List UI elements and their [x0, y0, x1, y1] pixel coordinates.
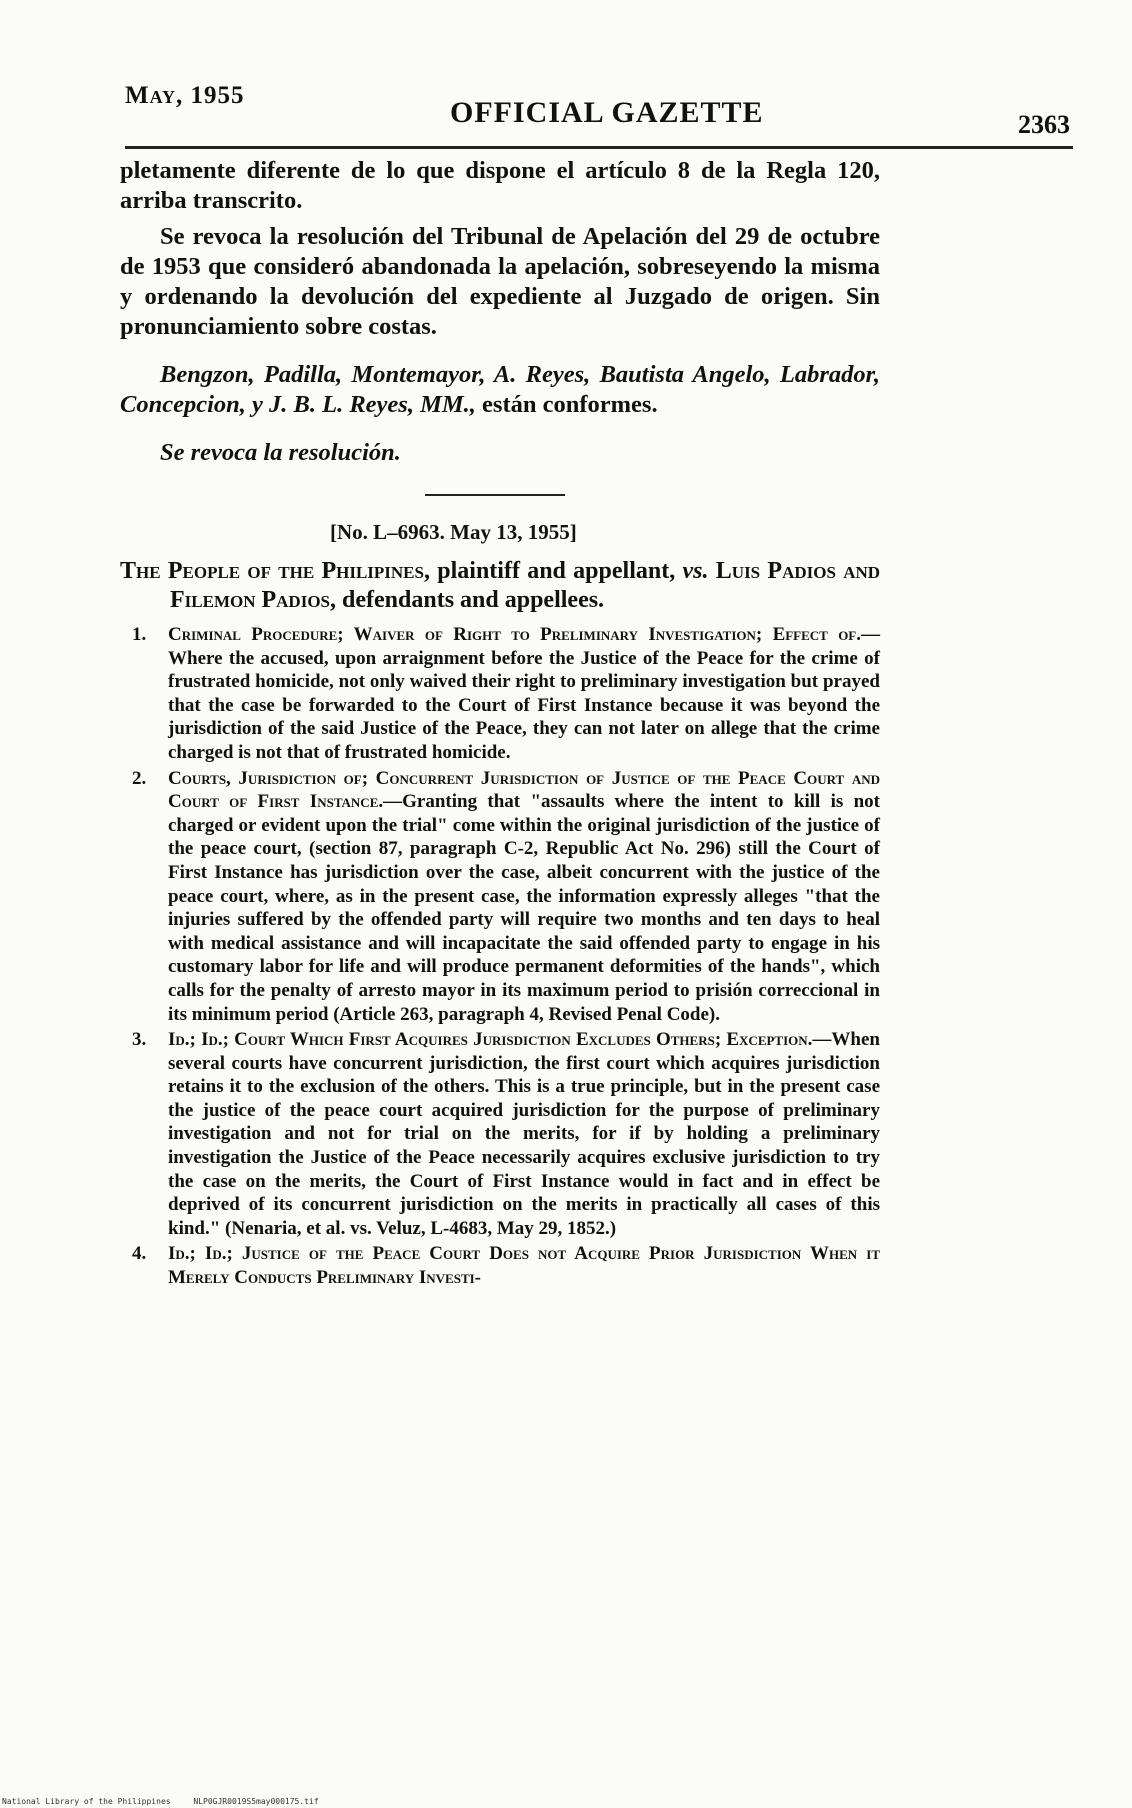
syllabus-number: 1.: [132, 624, 147, 645]
concurrence-paragraph: [120, 360, 880, 420]
footer-file: NLP0GJR0019S5may000175.tif: [193, 1797, 319, 1806]
syllabus-item: [120, 623, 880, 765]
caption-defendants-role: defendants and appellees.: [342, 587, 605, 613]
case-number: [No. L–6963. May 13, 1955]: [330, 520, 577, 544]
continuation-paragraph: pletamente diferente de lo que dispone el artículo 8 de la Regla 120, arriba transcrito.: [120, 157, 880, 214]
caption-plaintiff: The People of the Philipines,: [120, 558, 430, 584]
syllabus-text: —When several courts have concurrent jurisdiction, the first court which acquires jurisdiction retains it to the exclusion of the others. This is a true principle, but in the present case the justice of the peace court acquired jurisdiction for the purpose of preliminary investigation and not for trial on the merits, for if by holding a preliminary investigation the Justice of the Peace necessarily acquires exclusive jurisdiction to try the case on the merits, the Court of First Instance would in fact and in effect be deprived of its concurrent jurisdiction on the merits in practically all cases of this kind." (Nenaria, et al. vs. Veluz, L-4683, May 29, 1852.): [168, 1029, 880, 1239]
syllabus-heading: Criminal Procedure; Waiver of Right to Preliminary Investigation; Effect of.: [168, 624, 861, 645]
caption-plaintiff-role: plaintiff and appellant,: [437, 558, 676, 584]
syllabus-heading: Courts, Jurisdiction of; Concurrent Jurisdiction of Justice of the Peace Court and Court of First Instance.: [168, 767, 880, 813]
footer-source: National Library of the Philippines: [2, 1797, 171, 1806]
syllabus-number: 2.: [132, 767, 147, 789]
revocation-paragraph: Se revoca la resolución del Tribunal de Apelación del 29 de octubre de 1953 que consideró abandonada la apelación, sobreseyendo la misma y ordenando la devolución del expediente al Juzgado de origen. Sin pronunciamiento sobre costas.: [120, 223, 880, 340]
syllabus-text: —Where the accused, upon arraignment before the Justice of the Peace for the crime of frustrated homicide, not only waived their right to preliminary investigation but prayed that the case be forwarded to the Court of First Instance because it was beyond the jurisdiction of the said Justice of the Peace, they can not later on allege that the crime charged is not that of frustrated homicide.: [168, 624, 880, 763]
syllabus-number: 4.: [132, 1243, 147, 1265]
justices-list: Bengzon, Padilla, Montemayor, A. Reyes, Bautista Angelo, Labrador, Concepcion, y J. B. L. Reyes, MM.,: [120, 361, 880, 418]
disposition: Se revoca la resolución.: [160, 439, 401, 466]
syllabus-heading: Id.; Id.; Justice of the Peace Court Does not Acquire Prior Jurisdiction When it Merely Conducts Preliminary Investi-: [168, 1243, 880, 1289]
issue-date: May, 1955: [125, 82, 245, 109]
caption-defendants: Luis Padios and Filemon Padios,: [170, 558, 881, 613]
syllabus-text: —Granting that "assaults where the intent to kill is not charged or evident upon the trial" come within the original jurisdiction of the justice of the peace court, (section 87, paragraph C-2, Republic Act No. 296) still the Court of First Instance has jurisdiction over the case, albeit concurrent with the justice of the peace court, where, as in the present case, the information expressly alleges "that the injuries suffered by the offended party will require two months and ten days to heal with medical assistance and will incapacitate the said offended party to engage in his customary labor for life and will produce permanent deformities of the hands", which calls for the penalty of arresto mayor in its maximum period to prisión correccional in its minimum period (Article 263, paragraph 4, Revised Penal Code).: [168, 791, 880, 1025]
caption-versus: vs.: [682, 558, 709, 584]
syllabus: [120, 623, 880, 1290]
page-header: [125, 78, 1070, 138]
page-number: 2363: [1018, 110, 1070, 139]
scan-footer: [2, 1797, 337, 1806]
syllabus-heading: Id.; Id.; Court Which First Acquires Jurisdiction Excludes Others; Exception.: [168, 1029, 813, 1051]
publication-title: OFFICIAL GAZETTE: [450, 96, 764, 129]
syllabus-item: [120, 1028, 880, 1240]
page-body: [120, 156, 880, 1292]
syllabus-item: [120, 1242, 880, 1289]
section-separator: [425, 494, 565, 496]
concurrence-verb: están conformes.: [482, 391, 658, 418]
header-rule: [125, 146, 1073, 149]
case-caption: [120, 557, 880, 615]
syllabus-number: 3.: [132, 1029, 147, 1051]
syllabus-item: [120, 767, 880, 1027]
